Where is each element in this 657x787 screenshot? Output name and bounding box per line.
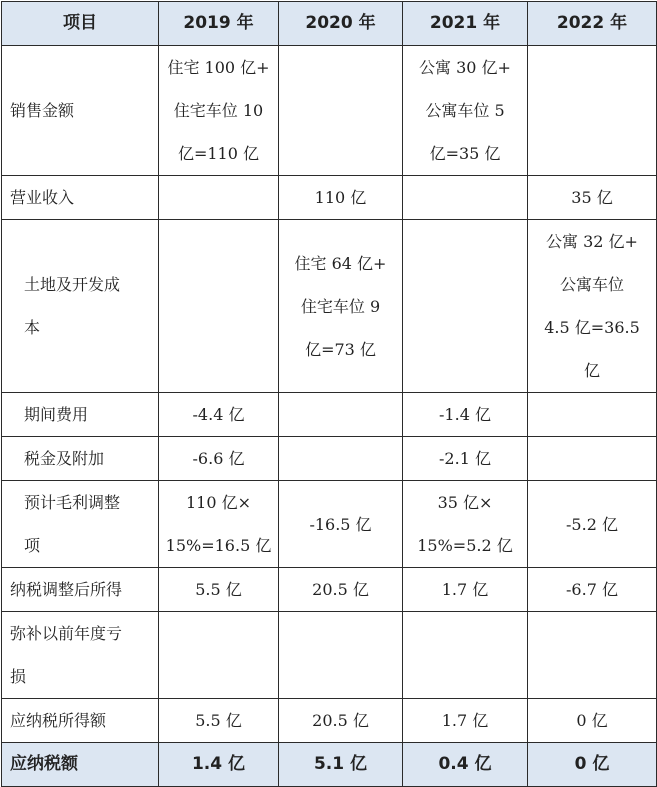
- table-row: [2, 437, 657, 481]
- table-cell: [403, 220, 528, 393]
- table-row: [2, 176, 657, 220]
- total-cell: 1.4 亿: [159, 743, 279, 787]
- table-row: [2, 699, 657, 743]
- table-row: [2, 46, 657, 176]
- table-row: [2, 393, 657, 437]
- table-cell: 公寓 30 亿+ 公寓车位 5 亿=35 亿: [403, 46, 528, 176]
- total-row: [2, 743, 657, 787]
- table-cell: 35 亿: [528, 176, 657, 220]
- table-cell: -1.4 亿: [403, 393, 528, 437]
- table-cell: 5.5 亿: [159, 699, 279, 743]
- table-cell: -5.2 亿: [528, 481, 657, 568]
- table-cell: 住宅 100 亿+ 住宅车位 10 亿=110 亿: [159, 46, 279, 176]
- total-cell: 0.4 亿: [403, 743, 528, 787]
- table-cell: 110 亿× 15%=16.5 亿: [159, 481, 279, 568]
- table-cell: 1.7 亿: [403, 568, 528, 612]
- table-cell: [279, 393, 403, 437]
- table-cell: [528, 46, 657, 176]
- row-label: 应纳税所得额: [2, 699, 159, 743]
- row-label: 销售金额: [2, 46, 159, 176]
- row-label: 税金及附加: [2, 437, 159, 481]
- table-cell: -16.5 亿: [279, 481, 403, 568]
- table-cell: 110 亿: [279, 176, 403, 220]
- table-cell: [528, 612, 657, 699]
- row-label: 弥补以前年度亏 损: [2, 612, 159, 699]
- table-cell: -6.6 亿: [159, 437, 279, 481]
- header-year-2022: 2022 年: [528, 2, 657, 46]
- table-cell: [528, 393, 657, 437]
- table-cell: [159, 220, 279, 393]
- table-header-row: [2, 2, 657, 46]
- table-cell: [528, 437, 657, 481]
- table-cell: 1.7 亿: [403, 699, 528, 743]
- table-cell: [403, 612, 528, 699]
- table-cell: -2.1 亿: [403, 437, 528, 481]
- table-cell: 20.5 亿: [279, 568, 403, 612]
- row-label: 纳税调整后所得: [2, 568, 159, 612]
- header-item: 项目: [2, 2, 159, 46]
- row-label: 期间费用: [2, 393, 159, 437]
- row-label: 预计毛利调整 项: [2, 481, 159, 568]
- table-cell: 公寓 32 亿+ 公寓车位 4.5 亿=36.5 亿: [528, 220, 657, 393]
- row-label: 土地及开发成 本: [2, 220, 159, 393]
- header-year-2020: 2020 年: [279, 2, 403, 46]
- table-row: [2, 612, 657, 699]
- table-cell: 5.5 亿: [159, 568, 279, 612]
- table-cell: 35 亿× 15%=5.2 亿: [403, 481, 528, 568]
- table-cell: 住宅 64 亿+ 住宅车位 9 亿=73 亿: [279, 220, 403, 393]
- table-row: [2, 220, 657, 393]
- table-cell: 0 亿: [528, 699, 657, 743]
- total-cell: 5.1 亿: [279, 743, 403, 787]
- total-cell: 0 亿: [528, 743, 657, 787]
- table-cell: [403, 176, 528, 220]
- table-cell: -4.4 亿: [159, 393, 279, 437]
- table-row: [2, 481, 657, 568]
- row-label: 营业收入: [2, 176, 159, 220]
- table-cell: [159, 612, 279, 699]
- table-cell: -6.7 亿: [528, 568, 657, 612]
- table-cell: [279, 437, 403, 481]
- header-year-2019: 2019 年: [159, 2, 279, 46]
- table-cell: [159, 176, 279, 220]
- table-cell: 20.5 亿: [279, 699, 403, 743]
- tax-calculation-table: [1, 1, 657, 787]
- table-cell: [279, 612, 403, 699]
- table-cell: [279, 46, 403, 176]
- header-year-2021: 2021 年: [403, 2, 528, 46]
- table-row: [2, 568, 657, 612]
- total-label: 应纳税额: [2, 743, 159, 787]
